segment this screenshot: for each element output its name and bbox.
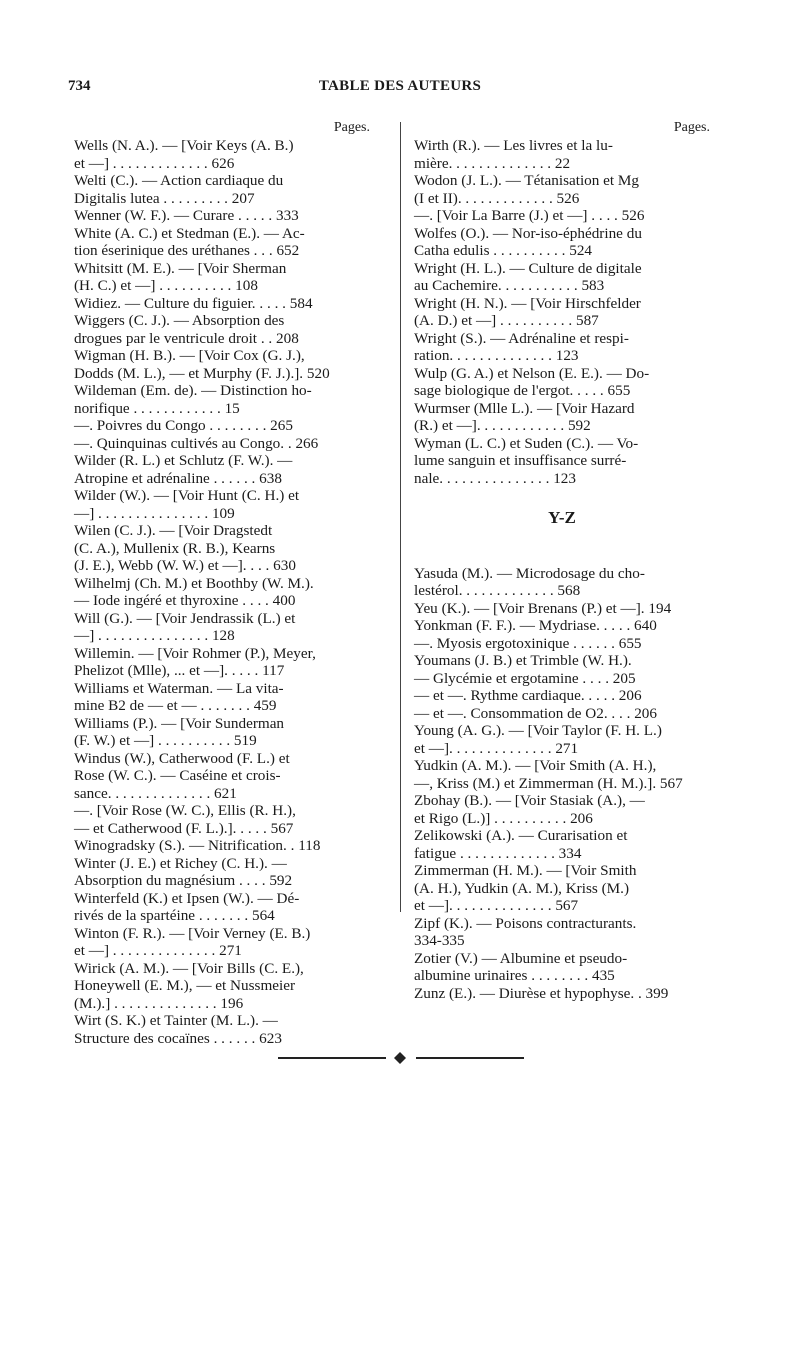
index-entry-line: — et Catherwood (F. L.).]. . . . . 567 [74, 819, 294, 837]
index-entry-line: mière. . . . . . . . . . . . . . 22 [414, 154, 571, 172]
index-entry-line: (A. H.), Yudkin (A. M.), Kriss (M.) [414, 879, 629, 897]
index-entry-line: Wirt (S. K.) et Tainter (M. L.). — [74, 1012, 278, 1029]
index-entry-line: Young (A. G.). — [Voir Taylor (F. H. L.) [414, 722, 662, 739]
index-entry-line: sage biologique de l'ergot. . . . . 655 [414, 382, 631, 399]
index-entry-line: Zimmerman (H. M.). — [Voir Smith [414, 862, 637, 879]
entry-list [414, 137, 710, 487]
index-entry-line: White (A. C.) et Stedman (E.). — Ac- [74, 224, 305, 242]
index-entry-line: Wolfes (O.). — Nor-iso-éphédrine du [414, 224, 642, 242]
ornamental-divider-icon [278, 1052, 524, 1064]
index-entry-line: Structure des cocaïnes . . . . . . 623 [74, 1029, 282, 1047]
right-column [414, 118, 710, 1002]
index-entry-line: Atropine et adrénaline . . . . . . 638 [74, 469, 282, 487]
index-entry-line: —] . . . . . . . . . . . . . . . 128 [74, 627, 235, 644]
index-entry-line: Wyman (L. C.) et Suden (C.). — Vo- [414, 434, 639, 452]
index-entry-line: (H. C.) et —] . . . . . . . . . . 108 [74, 277, 258, 294]
index-entry-line: (I et II). . . . . . . . . . . . . 526 [414, 189, 580, 207]
index-entry-line: Yasuda (M.). — Microdosage du cho- [414, 564, 645, 582]
section-title: Y-Z [548, 508, 576, 527]
index-entry-line: Winter (J. E.) et Richey (C. H.). — [74, 854, 287, 872]
index-entry-line: —. Quinquinas cultivés au Congo. . 266 [74, 434, 319, 452]
index-entry-line: Wilder (R. L.) et Schlutz (F. W.). — [74, 452, 293, 469]
index-entry-line: Yonkman (F. F.). — Mydriase. . . . . 640 [414, 617, 657, 634]
index-entry-line: Zelikowski (A.). — Curarisation et [414, 827, 628, 844]
column-divider [400, 122, 401, 912]
index-entry-line: Windus (W.), Catherwood (F. L.) et [74, 749, 290, 767]
index-entry-line: et —]. . . . . . . . . . . . . . 567 [414, 897, 579, 914]
index-entry-line: Wigman (H. B.). — [Voir Cox (G. J.), [74, 347, 305, 364]
index-entry-line: Yeu (K.). — [Voir Brenans (P.) et —]. 194 [414, 599, 672, 617]
index-entry-line: Wright (H. L.). — Culture de digitale [414, 259, 642, 277]
index-entry-line: Wodon (J. L.). — Tétanisation et Mg [414, 172, 640, 189]
index-entry-line: lestérol. . . . . . . . . . . . . 568 [414, 582, 581, 599]
index-entry-line: au Cachemire. . . . . . . . . . . 583 [414, 277, 605, 294]
page-number: 734 [68, 78, 91, 94]
index-entry-line: lume sanguin et insuffisance surré- [414, 452, 627, 469]
index-entry-line: — Glycémie et ergotamine . . . . 205 [414, 669, 636, 687]
index-entry-line: Wildeman (Em. de). — Distinction ho- [74, 382, 312, 399]
index-entry-line: et Rigo (L.)] . . . . . . . . . . 206 [414, 809, 593, 827]
index-entry-line: (A. D.) et —] . . . . . . . . . . 587 [414, 312, 599, 329]
index-entry-line: —. Myosis ergotoxinique . . . . . . 655 [414, 634, 642, 652]
index-entry-line: 334-335 [414, 932, 465, 949]
index-entry-line: Wulp (G. A.) et Nelson (E. E.). — Do- [414, 364, 650, 382]
index-entry-line: rivés de la spartéine . . . . . . . 564 [74, 907, 275, 924]
index-entry-line: —. [Voir La Barre (J.) et —] . . . . 526 [414, 207, 645, 224]
entry-list [74, 137, 370, 1047]
index-entry-line: Wurmser (Mlle L.). — [Voir Hazard [414, 399, 635, 417]
index-entry-line: fatigue . . . . . . . . . . . . . 334 [414, 844, 582, 862]
index-entry-line: Wright (S.). — Adrénaline et respi- [414, 329, 629, 347]
index-entry-line: Winton (F. R.). — [Voir Verney (E. B.) [74, 924, 311, 942]
index-entry-line: Zipf (K.). — Poisons contracturants. [414, 914, 637, 932]
index-entry-line: Wirth (R.). — Les livres et la lu- [414, 137, 613, 154]
index-entry-line: Zotier (V.) — Albumine et pseudo- [414, 949, 628, 967]
index-entry-line: Welti (C.). — Action cardiaque du [74, 172, 284, 189]
index-entry-line: — et —. Rythme cardiaque. . . . . 206 [414, 687, 642, 704]
index-entry-line: norifique . . . . . . . . . . . . 15 [74, 399, 240, 417]
index-entry-line: Wright (H. N.). — [Voir Hirschfelder [414, 294, 641, 312]
index-entry-line: Williams et Waterman. — La vita- [74, 679, 284, 697]
index-entry-line: Rose (W. C.). — Caséine et crois- [74, 767, 281, 784]
index-entry-line: Catha edulis . . . . . . . . . . 524 [414, 242, 593, 259]
index-entry-line: et —] . . . . . . . . . . . . . 626 [74, 154, 235, 172]
index-entry-line: Widiez. — Culture du figuier. . . . . 584 [74, 294, 313, 312]
index-entry-line: (F. W.) et —] . . . . . . . . . . 519 [74, 732, 257, 749]
index-entry-line: Wells (N. A.). — [Voir Keys (A. B.) [74, 137, 294, 154]
index-entry-line: ration. . . . . . . . . . . . . . 123 [414, 347, 579, 364]
index-entry-line: Honeywell (E. M.), — et Nussmeier [74, 977, 296, 994]
index-entry-line: (J. E.), Webb (W. W.) et —]. . . . 630 [74, 557, 296, 574]
index-entry-line: Wilen (C. J.). — [Voir Dragstedt [74, 522, 273, 539]
index-entry-line: tion éserinique des uréthanes . . . 652 [74, 242, 300, 259]
index-entry-line: Willemin. — [Voir Rohmer (P.), Meyer, [74, 644, 316, 662]
index-entry-line: Absorption du magnésium . . . . 592 [74, 872, 293, 889]
index-entry-line: Wiggers (C. J.). — Absorption des [74, 312, 285, 329]
index-entry-line: Zbohay (B.). — [Voir Stasiak (A.), — [414, 792, 645, 809]
index-entry-line: — Iode ingéré et thyroxine . . . . 400 [74, 592, 296, 609]
left-column [74, 118, 370, 1047]
index-entry-line: Wilder (W.). — [Voir Hunt (C. H.) et [74, 487, 300, 504]
index-entry-line: Winogradsky (S.). — Nitrification. . 118 [74, 837, 321, 854]
index-entry-line: (R.) et —]. . . . . . . . . . . . 592 [414, 417, 591, 434]
index-entry-line: Dodds (M. L.), — et Murphy (F. J.).]. 520 [74, 364, 330, 382]
index-entry-line: —] . . . . . . . . . . . . . . . 109 [74, 504, 235, 522]
index-entry-line: —, Kriss (M.) et Zimmerman (H. M.).]. 567 [414, 774, 683, 792]
page-title: TABLE DES AUTEURS [318, 78, 482, 94]
index-entry-line: Digitalis lutea . . . . . . . . . 207 [74, 189, 255, 207]
index-entry-line: (C. A.), Mullenix (R. B.), Kearns [74, 539, 276, 557]
index-entry-line: Williams (P.). — [Voir Sunderman [74, 714, 285, 732]
index-entry-line: Youmans (J. B.) et Trimble (W. H.). [414, 652, 632, 669]
index-entry-line: nale. . . . . . . . . . . . . . . 123 [414, 469, 576, 487]
page-header [0, 78, 800, 100]
index-entry-line: Whitsitt (M. E.). — [Voir Sherman [74, 259, 287, 277]
index-entry-line: — et —. Consommation de O2. . . . 206 [414, 704, 657, 722]
index-entry-line: Zunz (E.). — Diurèse et hypophyse. . 399 [414, 984, 669, 1002]
pages-heading: Pages. [333, 120, 370, 135]
index-entry-line: Yudkin (A. M.). — [Voir Smith (A. H.), [414, 757, 657, 774]
index-entry-line: et —] . . . . . . . . . . . . . . 271 [74, 942, 242, 959]
index-entry-line: sance. . . . . . . . . . . . . . 621 [74, 784, 237, 802]
index-entry-line: albumine urinaires . . . . . . . . 435 [414, 967, 615, 984]
entry-list [414, 565, 710, 1003]
index-entry-line: Wenner (W. F.). — Curare . . . . . 333 [74, 207, 299, 224]
index-entry-line: mine B2 de — et — . . . . . . . 459 [74, 697, 277, 714]
index-entry-line: Wilhelmj (Ch. M.) et Boothby (W. M.). [74, 574, 314, 592]
index-entry-line: Winterfeld (K.) et Ipsen (W.). — Dé- [74, 889, 300, 907]
pages-heading: Pages. [673, 120, 710, 135]
index-entry-line: (M.).] . . . . . . . . . . . . . . 196 [74, 994, 244, 1012]
index-entry-line: Will (G.). — [Voir Jendrassik (L.) et [74, 609, 296, 627]
index-entry-line: Wirick (A. M.). — [Voir Bills (C. E.), [74, 959, 304, 977]
index-entry-line: drogues par le ventricule droit . . 208 [74, 329, 299, 347]
index-entry-line: et —]. . . . . . . . . . . . . . 271 [414, 739, 579, 757]
index-entry-line: —. [Voir Rose (W. C.), Ellis (R. H.), [74, 802, 296, 819]
index-entry-line: —. Poivres du Congo . . . . . . . . 265 [74, 417, 293, 434]
index-entry-line: Phelizot (Mlle), ... et —]. . . . . 117 [74, 662, 285, 679]
